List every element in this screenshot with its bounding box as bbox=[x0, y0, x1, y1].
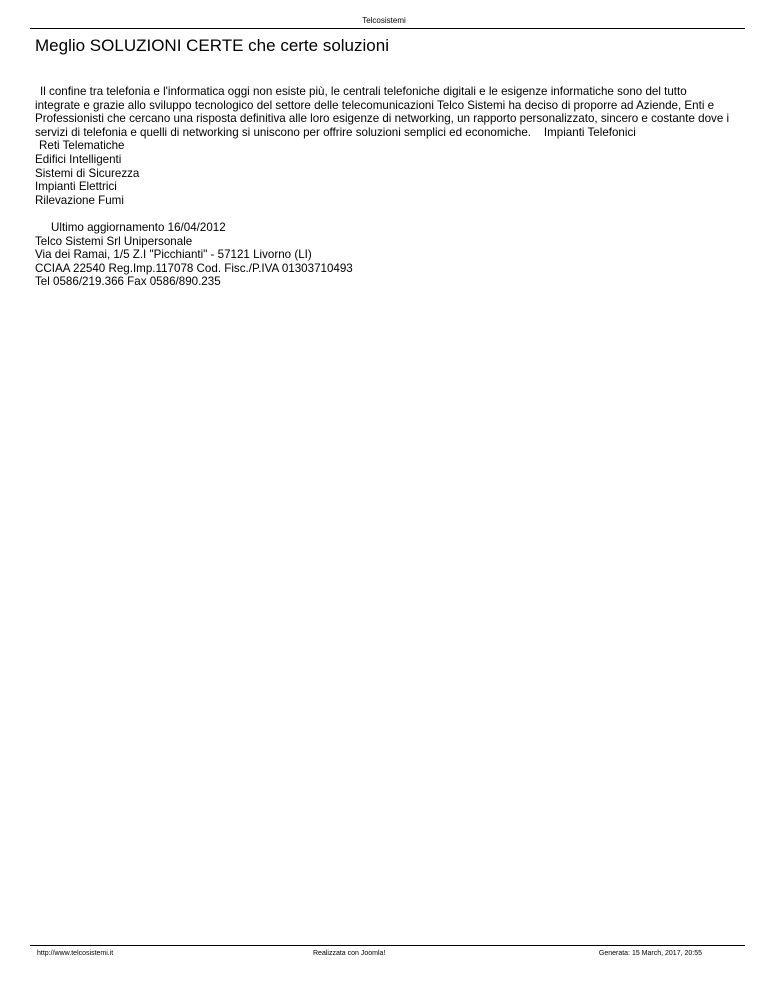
footer-generated: Generata: 15 March, 2017, 20:55 bbox=[598, 950, 702, 957]
company-address: Via dei Ramai, 1/5 Z.I "Picchianti" - 57121 Livorno (LI) bbox=[35, 248, 312, 262]
service-item: Impianti Telefonici bbox=[543, 125, 636, 139]
intro-paragraph bbox=[35, 85, 730, 139]
footer-url: http://www.telcosistemi.it bbox=[37, 950, 114, 957]
footer-credit: Realizzata con Joomla! bbox=[313, 950, 386, 957]
last-update: Ultimo aggiornamento 16/04/2012 bbox=[51, 220, 226, 234]
page-title: Meglio SOLUZIONI CERTE che certe soluzioni bbox=[35, 36, 389, 55]
service-item: Sistemi di Sicurezza bbox=[35, 166, 140, 180]
service-item: Impianti Elettrici bbox=[35, 180, 117, 194]
intro-text: Il confine tra telefonia e l'informatica oggi non esiste più, le centrali telefoniche digitali e le esigenze informatiche sono del tutto integrate e grazie allo sviluppo tecnologico del settore delle telecomunicazioni Telco Sistemi ha deciso di proporre ad Aziende, Enti e Professionisti che cercano una risposta definitiva alle loro esigenze di networking, un rapporto personalizzato, sincero e costante dove i servizi di telefonia e quelli di networking si uniscono per offrire soluzioni semplici ed economiche. bbox=[35, 85, 730, 139]
article-body bbox=[35, 85, 730, 289]
footer-divider bbox=[30, 945, 745, 946]
company-phone-fax: Tel 0586/219.366 Fax 0586/890.235 bbox=[35, 275, 221, 289]
company-name: Telco Sistemi Srl Unipersonale bbox=[35, 234, 193, 248]
site-name-header: Telcosistemi bbox=[362, 16, 406, 25]
spacer bbox=[35, 207, 730, 221]
company-registry: CCIAA 22540 Reg.Imp.117078 Cod. Fisc./P.IVA 01303710493 bbox=[35, 261, 353, 275]
header-divider bbox=[30, 28, 745, 29]
service-item: Edifici Intelligenti bbox=[35, 152, 122, 166]
service-item: Rilevazione Fumi bbox=[35, 193, 124, 207]
service-item: Reti Telematiche bbox=[39, 139, 125, 153]
